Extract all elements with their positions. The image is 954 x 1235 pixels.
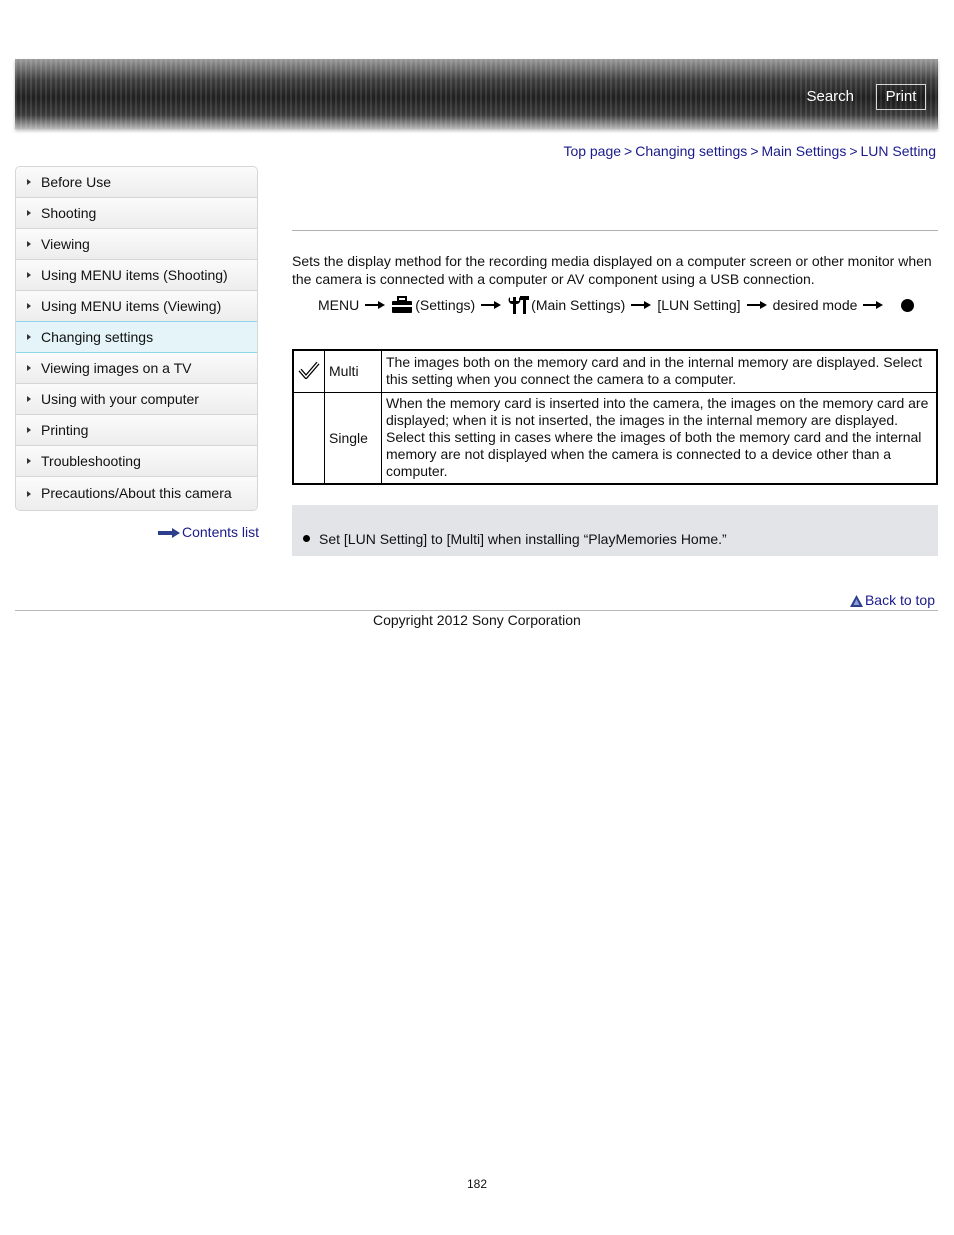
options-table (292, 349, 938, 485)
triangle-right-icon (27, 491, 31, 497)
option-description: When the memory card is inserted into the camera, the images on the memory card are displayed; when it is not inserted, the images in the internal memory are displayed. Select this setting in cases where the images of both the memory card and the internal memory are not displayed when the camera is connected to a device other than a computer. (382, 392, 938, 484)
copyright-text: Copyright 2012 Sony Corporation (373, 612, 581, 628)
sidebar-item-label: Precautions/About this camera (41, 485, 232, 501)
arrow-right-icon (158, 528, 180, 538)
sidebar-item-viewing[interactable] (16, 229, 257, 260)
menu-path-main-settings: (Main Settings) (531, 297, 626, 313)
breadcrumb-lun-setting[interactable]: LUN Setting (860, 143, 936, 159)
option-name: Single (325, 392, 382, 484)
triangle-right-icon (27, 427, 31, 433)
sidebar-item-label: Viewing (41, 236, 90, 252)
triangle-right-icon (27, 241, 31, 247)
triangle-right-icon (27, 365, 31, 371)
contents-list-link[interactable] (158, 524, 259, 540)
note-text: Set [LUN Setting] to [Multi] when installing “PlayMemories Home.” (319, 531, 727, 547)
footer-divider (15, 610, 938, 611)
arrow-right-icon (747, 301, 767, 309)
default-check-icon (298, 360, 320, 380)
sidebar-item-menu-shooting[interactable] (16, 260, 257, 291)
sidebar-item-precautions[interactable] (16, 477, 257, 510)
breadcrumb-main-settings[interactable]: Main Settings (761, 143, 847, 159)
triangle-right-icon (27, 179, 31, 185)
breadcrumb-separator: > (750, 143, 759, 159)
arrow-right-icon (365, 301, 385, 309)
sidebar-item-label: Shooting (41, 205, 97, 221)
sidebar-item-printing[interactable] (16, 415, 257, 446)
sidebar-item-label: Using with your computer (41, 391, 199, 407)
breadcrumb-changing-settings[interactable]: Changing settings (635, 143, 748, 159)
default-cell (293, 392, 325, 484)
sidebar-item-viewing-on-tv[interactable] (16, 353, 257, 384)
menu-path-menu: MENU (318, 297, 360, 313)
option-description: The images both on the memory card and in the internal memory are displayed. Select this setting when you connect the camera to a computer. (382, 350, 938, 392)
sidebar-item-using-with-computer[interactable] (16, 384, 257, 415)
triangle-up-icon (850, 595, 863, 607)
table-row (293, 392, 937, 484)
sidebar-item-label: Viewing images on a TV (41, 360, 192, 376)
menu-path-settings: (Settings) (415, 297, 476, 313)
page-description: Sets the display method for the recording media displayed on a computer screen or other monitor when the camera is connected with a computer or AV component using a USB connection. (292, 253, 932, 287)
triangle-right-icon (27, 458, 31, 464)
title-divider (292, 230, 938, 231)
arrow-right-icon (863, 301, 883, 309)
triangle-right-icon (27, 334, 31, 340)
sidebar-item-troubleshooting[interactable] (16, 446, 257, 477)
arrow-right-icon (631, 301, 651, 309)
arrow-right-icon (481, 301, 501, 309)
menu-path-desired-mode: desired mode (772, 297, 858, 313)
back-to-top-label: Back to top (864, 592, 935, 608)
sidebar-nav (15, 166, 258, 511)
sidebar-item-label: Troubleshooting (41, 453, 141, 469)
sidebar-item-label: Using MENU items (Viewing) (41, 298, 222, 314)
sidebar-item-label: Before Use (41, 174, 112, 190)
triangle-right-icon (27, 396, 31, 402)
table-row (293, 350, 937, 392)
sidebar-item-before-use[interactable] (16, 167, 257, 198)
sidebar-item-changing-settings[interactable] (15, 321, 258, 353)
header-bar (15, 59, 938, 129)
triangle-right-icon (27, 272, 31, 278)
print-button[interactable]: Print (876, 84, 926, 110)
triangle-right-icon (27, 210, 31, 216)
option-name: Multi (325, 350, 382, 392)
breadcrumb-separator: > (624, 143, 633, 159)
page-number: 182 (466, 1177, 488, 1191)
wrench-hammer-icon (507, 295, 529, 315)
contents-list-label: Contents list (182, 524, 260, 540)
back-to-top-link[interactable] (850, 592, 935, 608)
default-cell (293, 350, 325, 392)
triangle-right-icon (27, 303, 31, 309)
toolbox-icon (391, 296, 413, 314)
menu-path (318, 295, 914, 315)
breadcrumb-top-page[interactable]: Top page (563, 143, 622, 159)
sidebar-item-label: Changing settings (41, 329, 154, 345)
breadcrumb (563, 143, 936, 159)
note-box (292, 505, 938, 556)
center-button-icon (901, 299, 914, 312)
sidebar-item-label: Using MENU items (Shooting) (41, 267, 228, 283)
menu-path-lun-setting: [LUN Setting] (657, 297, 741, 313)
sidebar-item-label: Printing (41, 422, 89, 438)
sidebar-item-shooting[interactable] (16, 198, 257, 229)
sidebar-item-menu-viewing[interactable] (16, 291, 257, 322)
breadcrumb-separator: > (849, 143, 858, 159)
bullet-icon (303, 535, 310, 542)
search-link[interactable]: Search (806, 88, 854, 105)
